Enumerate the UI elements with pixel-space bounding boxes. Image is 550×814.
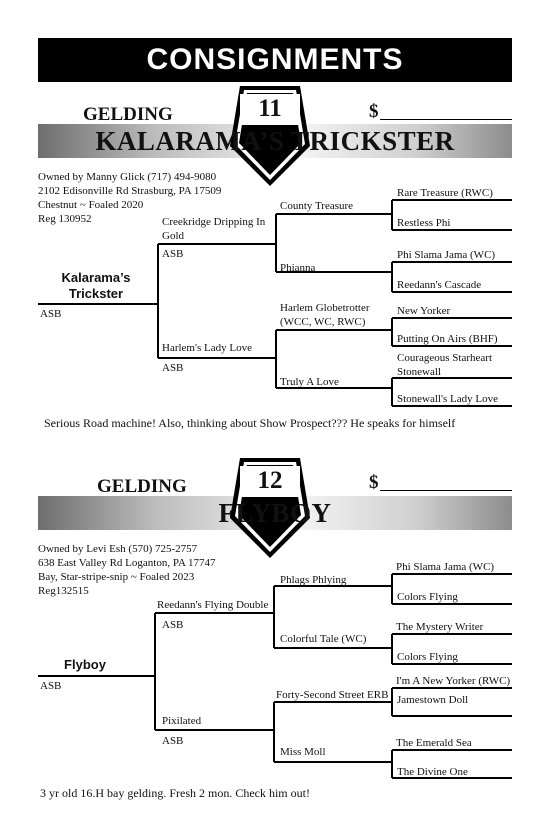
lot-comment: Serious Road machine! Also, thinking about Show Prospect??? He speaks for himself	[44, 416, 456, 430]
dam-sire-sire: I'm A New Yorker (RWC)	[396, 675, 511, 687]
consignments-banner: CONSIGNMENTS	[38, 38, 512, 82]
dam-dam-sire: The Emerald Sea	[396, 737, 472, 749]
sire-sire-dam: Colors Flying	[397, 591, 458, 603]
info-line: Bay, Star-stripe-snip ~ Foaled 2023	[38, 571, 195, 583]
dam-dam: Truly A Love	[280, 376, 339, 388]
dam-registry: ASB	[162, 362, 184, 374]
info-line: 2102 Edisonville Rd Strasburg, PA 17509	[38, 185, 222, 197]
horse-name: KALARAMA’S TRICKSTER	[95, 126, 455, 156]
horse-pedigree-name: Kalarama’s Trickster	[61, 270, 131, 301]
sire-dam: Colorful Tale (WC)	[280, 633, 367, 645]
info-line: Reg 130952	[38, 213, 92, 225]
info-line: Owned by Levi Esh (570) 725-2757	[38, 543, 198, 555]
info-line: Reg132515	[38, 585, 89, 597]
price-label: $	[369, 101, 379, 122]
sire-registry: ASB	[162, 619, 184, 631]
sire-dam-dam: Reedann's Cascade	[397, 279, 482, 291]
sire-dam-dam: Colors Flying	[397, 651, 458, 663]
dam-sire: Harlem Globetrotter (WCC, WC, RWC)	[280, 302, 370, 328]
dam-sire-dam: Putting On Airs (BHF)	[397, 333, 498, 345]
horse-name: FLYBOY	[218, 498, 332, 528]
sire-dam: Phianna	[280, 262, 316, 274]
sire-dam-sire: The Mystery Writer	[396, 621, 484, 633]
dam-dam-dam: The Divine One	[397, 766, 468, 778]
dam-sire-dam: Jamestown Doll	[397, 694, 469, 706]
dam-sire-sire: New Yorker	[397, 305, 451, 317]
sex-label: GELDING	[97, 476, 187, 497]
price-label: $	[369, 472, 379, 493]
info-line: 638 East Valley Rd Loganton, PA 17747	[38, 557, 216, 569]
dam-name: Pixilated	[162, 715, 202, 727]
sire-registry: ASB	[162, 248, 184, 260]
lot-comment: 3 yr old 16.H bay gelding. Fresh 2 mon. Check him out!	[40, 786, 310, 800]
sire-sire: County Treasure	[280, 200, 354, 212]
sire-name: Reedann's Flying Double	[157, 599, 269, 611]
lot-number: 12	[257, 467, 283, 494]
dam-dam-dam: Stonewall's Lady Love	[397, 393, 498, 405]
sire-dam-sire: Phi Slama Jama (WC)	[397, 249, 496, 261]
sire-name: Creekridge Dripping In Gold	[162, 216, 266, 242]
horse-pedigree-name: Flyboy	[64, 657, 106, 672]
sire-sire-dam: Restless Phi	[397, 217, 451, 229]
horse-registry: ASB	[40, 680, 62, 692]
dam-dam: Miss Moll	[280, 746, 326, 758]
lot-number: 11	[258, 95, 282, 122]
dam-dam-sire: Courageous Starheart Stonewall	[397, 352, 492, 378]
dam-name: Harlem's Lady Love	[162, 342, 252, 354]
info-line: Chestnut ~ Foaled 2020	[38, 199, 144, 211]
sire-sire: Phlags Phlying	[280, 574, 347, 586]
sire-sire-sire: Rare Treasure (RWC)	[397, 187, 493, 199]
sire-sire-sire: Phi Slama Jama (WC)	[396, 561, 495, 573]
dam-registry: ASB	[162, 735, 184, 747]
horse-registry: ASB	[40, 308, 62, 320]
sex-label: GELDING	[83, 104, 173, 125]
dam-sire: Forty-Second Street ERB	[276, 689, 389, 701]
info-line: Owned by Manny Glick (717) 494-9080	[38, 171, 217, 183]
